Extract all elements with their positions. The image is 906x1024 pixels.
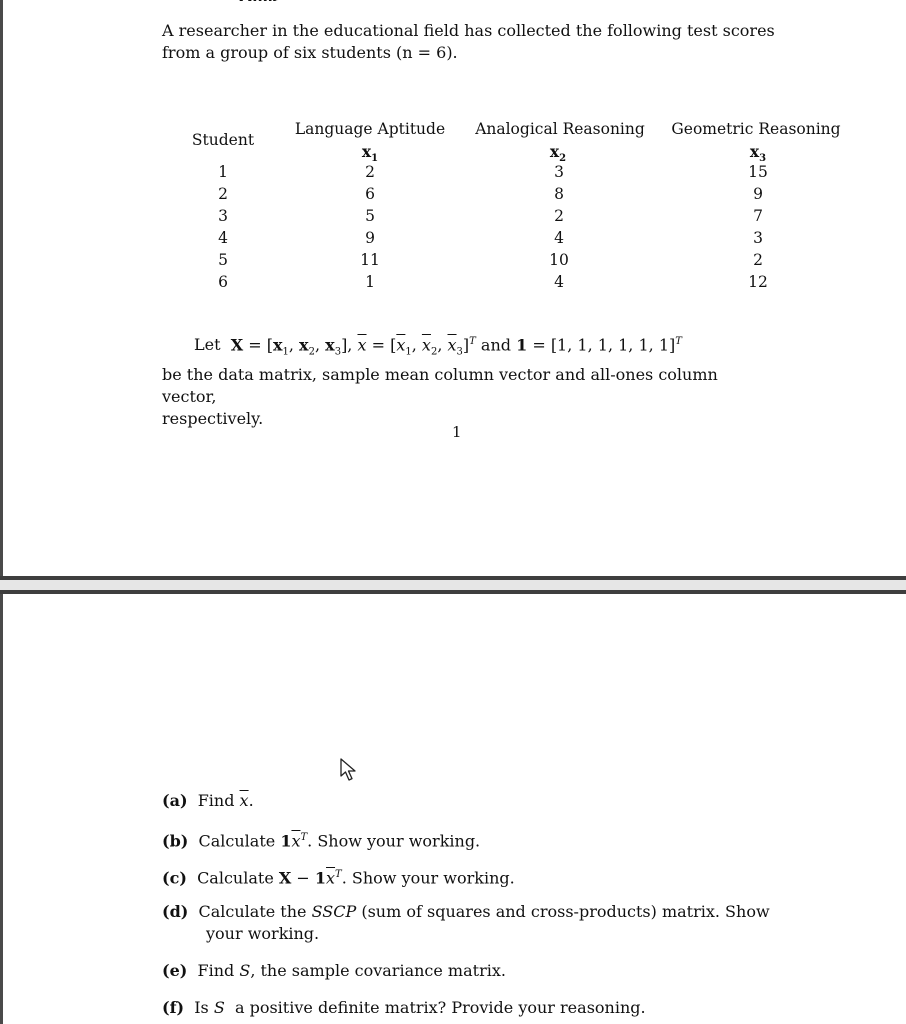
question-d: (d) Calculate the SSCP (sum of squares and cross-products) matrix. Show your working. bbox=[162, 902, 770, 943]
page-number: 1 bbox=[452, 423, 462, 441]
x2-value-cell: 4 bbox=[554, 273, 564, 291]
question-e: (e) Find S, the sample covariance matrix. bbox=[162, 961, 506, 980]
intro-paragraph: A researcher in the educational field has collected the following test scores from a group of six students (n = 6). bbox=[162, 21, 775, 62]
x3-value-cell: 15 bbox=[748, 163, 768, 181]
question-c: (c) Calculate $X - 1\overline{x}^T$. Show your working. bbox=[162, 868, 515, 888]
student-id-cell: 4 bbox=[218, 229, 228, 247]
x1-value-cell: 5 bbox=[365, 207, 375, 225]
student-id-cell: 1 bbox=[218, 163, 228, 181]
x1-value-cell: 2 bbox=[365, 163, 375, 181]
question-b: (b) Calculate $1\overline{x}^T$. Show your working. bbox=[162, 831, 481, 851]
question-label: (b) bbox=[162, 831, 189, 851]
variable-x3: $x_3$ bbox=[749, 142, 767, 165]
column-header-analogical-reasoning: Analogical Reasoning bbox=[475, 120, 645, 138]
x2-value-cell: 2 bbox=[554, 207, 564, 225]
student-id-cell: 3 bbox=[218, 207, 228, 225]
x2-value-cell: 4 bbox=[554, 229, 564, 247]
x3-value-cell: 9 bbox=[753, 185, 763, 203]
question-label: (d) bbox=[162, 902, 189, 921]
x2-value-cell: 8 bbox=[554, 185, 564, 203]
page-gap bbox=[0, 580, 906, 590]
student-header: Student bbox=[191, 131, 255, 149]
x3-value-cell: 3 bbox=[753, 229, 763, 247]
question-a: (a) Find $\overline{x}$. bbox=[162, 791, 254, 810]
x1-value-cell: 6 bbox=[365, 185, 375, 203]
column-header-language-aptitude: Language Aptitude bbox=[294, 120, 446, 138]
student-id-cell: 5 bbox=[218, 251, 228, 269]
x2-value-cell: 3 bbox=[554, 163, 564, 181]
question-label: (c) bbox=[162, 868, 187, 888]
question-label: (a) bbox=[162, 791, 188, 810]
document-page-2 bbox=[0, 594, 906, 1024]
variable-x1: $x_1$ bbox=[361, 142, 379, 165]
student-id-cell: 6 bbox=[218, 273, 228, 291]
x3-value-cell: 12 bbox=[748, 273, 768, 291]
cut-off-heading bbox=[239, 0, 279, 1]
x2-value-cell: 10 bbox=[549, 251, 569, 269]
question-label: (e) bbox=[162, 961, 188, 980]
column-header-geometric-reasoning: Geometric Reasoning bbox=[671, 120, 841, 138]
variable-x2: $x_2$ bbox=[549, 142, 567, 165]
question-f: (f) Is S a positive definite matrix? Provide your reasoning. bbox=[162, 998, 646, 1017]
x3-value-cell: 2 bbox=[753, 251, 763, 269]
x1-value-cell: 1 bbox=[365, 273, 375, 291]
x1-value-cell: 11 bbox=[360, 251, 380, 269]
student-id-cell: 2 bbox=[218, 185, 228, 203]
question-label: (f) bbox=[162, 998, 185, 1017]
definitions-paragraph: Let $X = [x_1$, $x_2$, $x_3$], $\overline{x} = [\overline{x}_1$, $\overline{x}_2$, $\overline{x}_3]^T$ and 1 = [1, 1, 1, 1, 1, 1]$^T$ be the data matrix, sample mean column vector and all-ones column vector, respectively. bbox=[162, 335, 718, 428]
mouse-pointer-icon bbox=[339, 757, 361, 787]
x3-value-cell: 7 bbox=[753, 207, 763, 225]
x1-value-cell: 9 bbox=[365, 229, 375, 247]
